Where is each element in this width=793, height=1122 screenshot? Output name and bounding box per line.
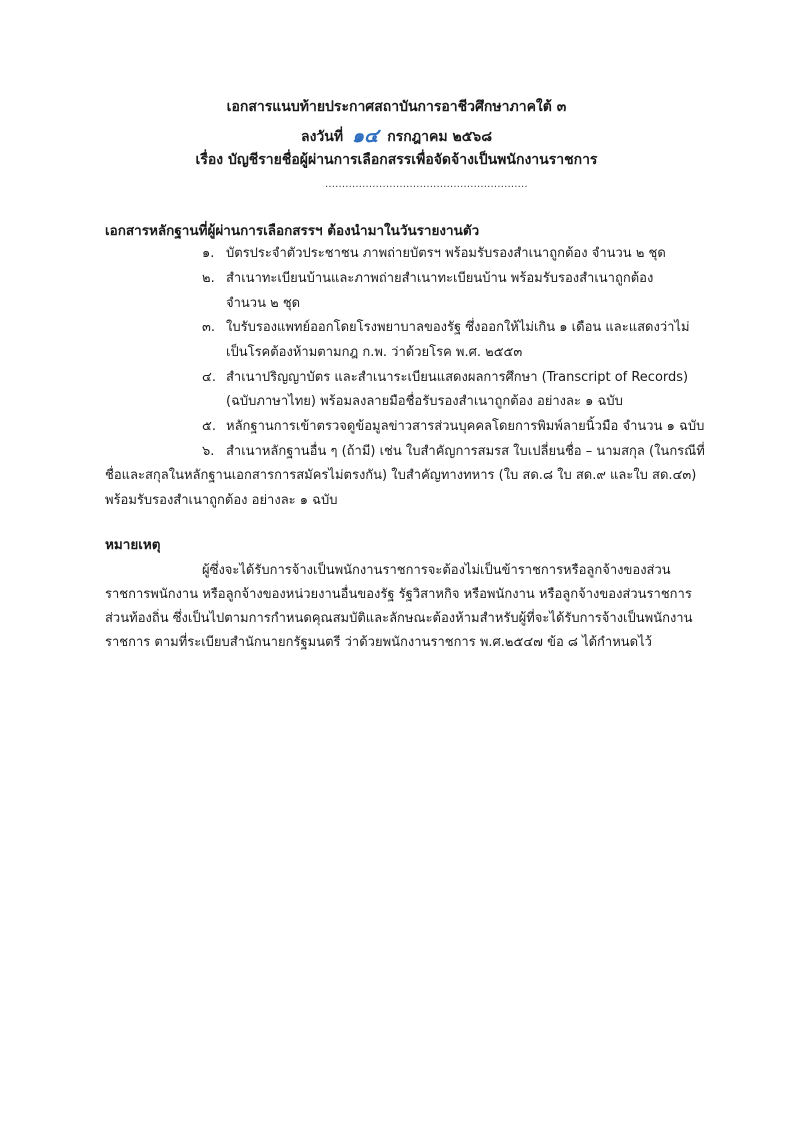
item-text-continued: จำนวน ๒ ชุด: [226, 296, 301, 311]
separator-dots: ............................................................: [325, 179, 528, 190]
item-number: ๑.: [202, 246, 215, 261]
item-text: บัตรประจำตัวประชาชน ภาพถ่ายบัตรฯ พร้อมรับรองสำเนาถูกต้อง จำนวน ๒ ชุด: [226, 246, 666, 261]
item-number: ๔.: [202, 370, 216, 385]
item-text-continued: พร้อมรับรองสำเนาถูกต้อง อย่างละ ๑ ฉบับ: [105, 493, 338, 508]
date-rest: กรกฎาคม ๒๕๖๘: [387, 129, 492, 145]
documents-heading: เอกสารหลักฐานที่ผู้ผ่านการเลือกสรรฯ ต้องนำมาในวันรายงานตัว: [105, 223, 480, 239]
item-text: สำเนาปริญญาบัตร และสำเนาระเบียนแสดงผลการศึกษา (Transcript of Records): [226, 370, 689, 385]
item-text: สำเนาทะเบียนบ้านและภาพถ่ายสำเนาทะเบียนบ้าน พร้อมรับรองสำเนาถูกต้อง: [226, 271, 654, 286]
list-item: [202, 316, 690, 337]
item-text: หลักฐานการเข้าตรวจดูข้อมูลข่าวสารส่วนบุคคลโดยการพิมพ์ลายนิ้วมือ จำนวน ๑ ฉบับ: [226, 419, 705, 434]
list-item: [202, 242, 666, 263]
header-title: เอกสารแนบท้ายประกาศสถาบันการอาชีวศึกษาภาคใต้ ๓: [226, 99, 567, 115]
list-item: [202, 415, 704, 436]
remark-line: ราชการพนักงาน หรือลูกจ้างของหน่วยงานอื่นของรัฐ รัฐวิสาหกิจ หรือพนักงาน หรือลูกจ้างของส่วนราชการ: [105, 587, 692, 602]
list-item: [202, 440, 705, 461]
remark-heading: หมายเหตุ: [105, 537, 161, 553]
item-number: ๓.: [202, 320, 216, 335]
list-item: [202, 267, 653, 288]
remark-line: ส่วนท้องถิ่น ซึ่งเป็นไปตามการกำหนดคุณสมบัติและลักษณะต้องห้ามสำหรับผู้ที่จะได้รับการจ้างเป็นพนักงาน: [105, 611, 693, 626]
date-day-handwritten: ๑๔: [351, 125, 379, 147]
item-number: ๖.: [202, 444, 215, 459]
remark-line: ผู้ซึ่งจะได้รับการจ้างเป็นพนักงานราชการจะต้องไม่เป็นข้าราชการหรือลูกจ้างของส่วน: [202, 563, 671, 578]
header-date: [0, 121, 793, 151]
item-number: ๒.: [202, 271, 215, 286]
item-text-continued: เป็นโรคต้องห้ามตามกฎ ก.พ. ว่าด้วยโรค พ.ศ. ๒๕๕๓: [226, 345, 523, 360]
list-item: [202, 366, 688, 387]
item-text-continued: ชื่อและสกุลในหลักฐานเอกสารการสมัครไม่ตรงกัน) ใบสำคัญทางทหาร (ใบ สด.๘ ใบ สด.๙ และใบ สด.๔๓): [105, 468, 697, 483]
header-subject: เรื่อง บัญชีรายชื่อผู้ผ่านการเลือกสรรเพื่อจัดจ้างเป็นพนักงานราชการ: [195, 152, 598, 168]
item-number: ๕.: [202, 419, 216, 434]
date-prefix: ลงวันที่: [301, 129, 344, 145]
item-text-continued: (ฉบับภาษาไทย) พร้อมลงลายมือชื่อรับรองสำเนาถูกต้อง อย่างละ ๑ ฉบับ: [226, 394, 623, 409]
item-text: ใบรับรองแพทย์ออกโดยโรงพยาบาลของรัฐ ซึ่งออกให้ไม่เกิน ๑ เดือน และแสดงว่าไม่: [226, 320, 690, 335]
remark-line: ราชการ ตามที่ระเบียบสำนักนายกรัฐมนตรี ว่าด้วยพนักงานราชการ พ.ศ.๒๕๔๗ ข้อ ๘ ได้กำหนดไว้: [105, 635, 652, 650]
item-text: สำเนาหลักฐานอื่น ๆ (ถ้ามี) เช่น ใบสำคัญการสมรส ใบเปลี่ยนชื่อ – นามสกุล (ในกรณีที่: [226, 444, 705, 459]
